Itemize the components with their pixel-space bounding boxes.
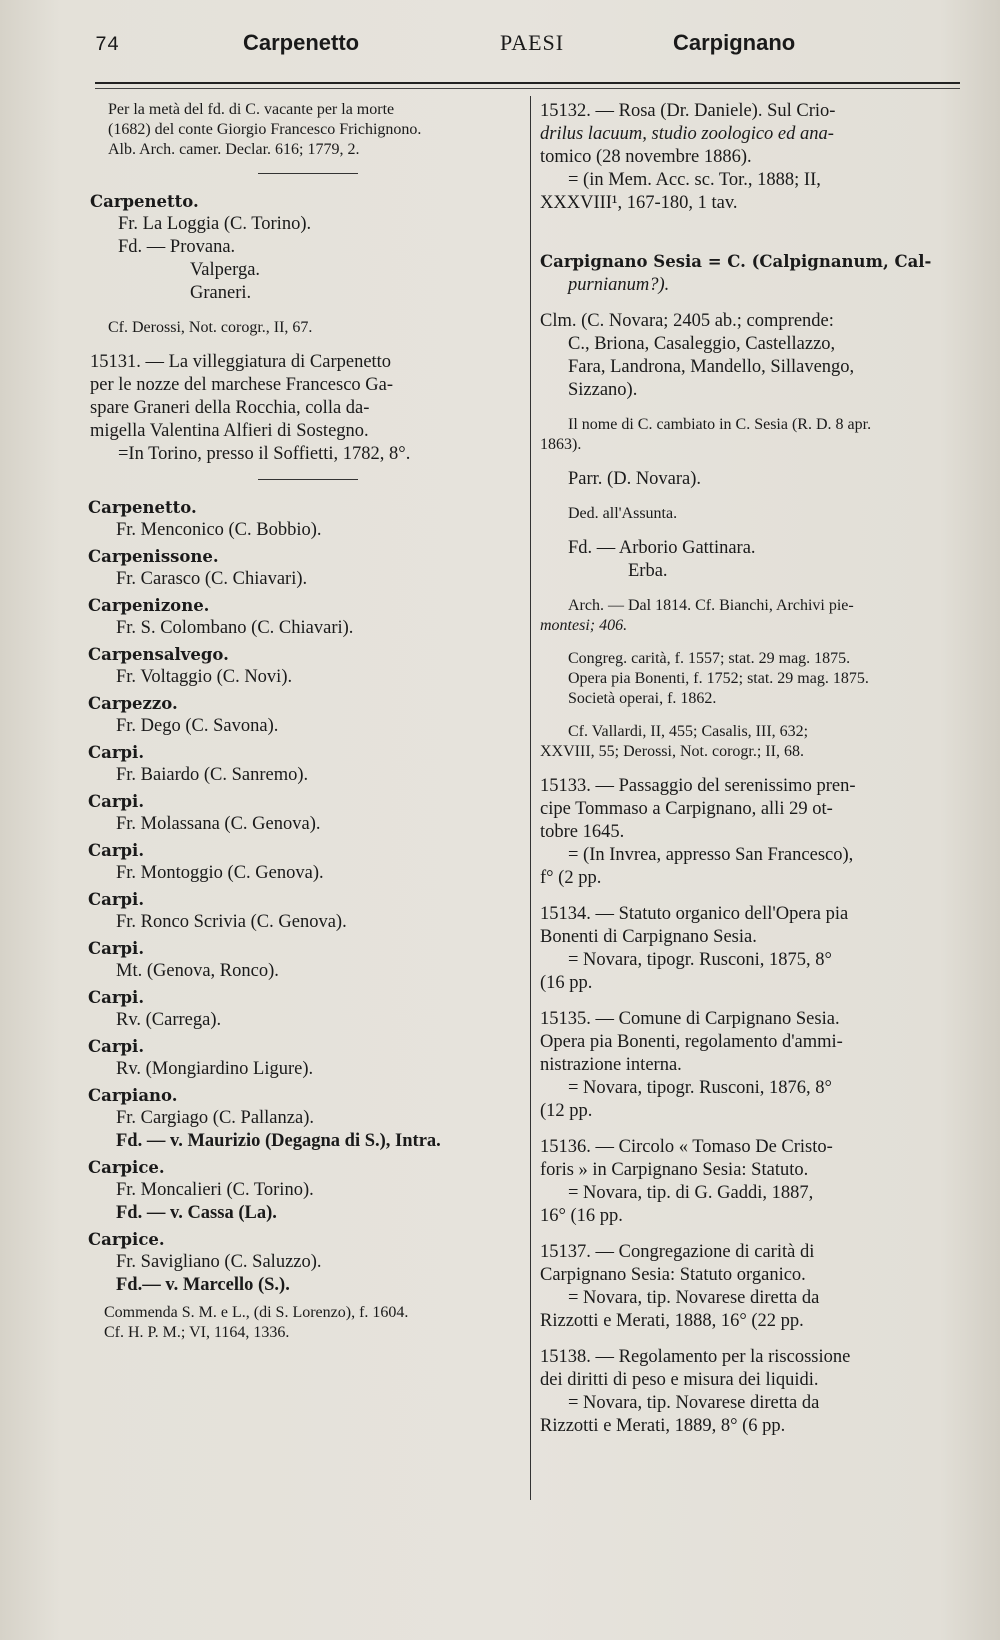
entry-carpignano-sesia bbox=[540, 250, 970, 297]
text-line: Fr. Baiardo (C. Sanremo). bbox=[116, 765, 309, 785]
text-line: foris » in Carpignano Sesia: Statuto. bbox=[540, 1160, 809, 1180]
text-line: 15131. — La villeggiatura di Carpenetto bbox=[90, 352, 392, 372]
text-line: (1682) del conte Giorgio Francesco Frichignono. bbox=[108, 121, 422, 138]
list-item bbox=[88, 545, 518, 591]
text-line: spare Graneri della Rocchia, colla da- bbox=[90, 398, 370, 418]
entry-heading: Carpiano. bbox=[88, 1086, 178, 1105]
text-line: montesi; 406. bbox=[540, 617, 628, 634]
spacer bbox=[540, 228, 970, 250]
text-line: Fr. Voltaggio (C. Novi). bbox=[116, 667, 293, 687]
text-line: Fr. Savigliano (C. Saluzzo). bbox=[116, 1252, 322, 1272]
text-line: Rv. (Carrega). bbox=[116, 1010, 222, 1030]
text-line: = (in Mem. Acc. sc. Tor., 1888; II, bbox=[568, 170, 821, 190]
arch-note bbox=[540, 596, 970, 636]
text-line: tomico (28 novembre 1886). bbox=[540, 147, 752, 167]
text-line: XXVIII, 55; Derossi, Not. corogr.; II, 68. bbox=[540, 743, 804, 760]
text-line: C., Briona, Casaleggio, Castellazzo, bbox=[568, 334, 836, 354]
right-column bbox=[530, 100, 970, 1451]
text-line: Sizzano). bbox=[568, 380, 638, 400]
text-line: Fr. Montoggio (C. Genova). bbox=[116, 863, 324, 883]
text-line: Il nome di C. cambiato in C. Sesia (R. D. 8 apr. bbox=[568, 416, 872, 433]
text-line: 15135. — Comune di Carpignano Sesia. bbox=[540, 1009, 840, 1029]
list-item bbox=[88, 692, 518, 738]
text-line: f° (2 pp. bbox=[540, 868, 602, 888]
entry-heading: Carpenetto. bbox=[90, 192, 199, 211]
text-line: Congreg. carità, f. 1557; stat. 29 mag. 1875. bbox=[568, 650, 851, 667]
text-line: 15133. — Passaggio del serenissimo pren- bbox=[540, 776, 856, 796]
entry-heading: Carpi. bbox=[88, 743, 145, 762]
text-line: Parr. (D. Novara). bbox=[568, 469, 702, 489]
text-line: =In Torino, presso il Soffietti, 1782, 8°. bbox=[118, 444, 411, 464]
list-item bbox=[88, 496, 518, 542]
entry-heading: Carpi. bbox=[88, 792, 145, 811]
text-line: migella Valentina Alfieri di Sostegno. bbox=[90, 421, 369, 441]
text-line: Fd. — Provana. bbox=[118, 237, 236, 257]
text-line: Per la metà del fd. di C. vacante per la morte bbox=[108, 101, 395, 118]
entry-carpice bbox=[88, 1228, 518, 1297]
list-item bbox=[88, 741, 518, 787]
text-line: Clm. (C. Novara; 2405 ab.; comprende: bbox=[540, 311, 834, 331]
header-rule bbox=[95, 82, 960, 84]
entry-carpenetto bbox=[78, 190, 518, 305]
list-item bbox=[88, 790, 518, 836]
list-item bbox=[88, 643, 518, 689]
entry-heading: Carpezzo. bbox=[88, 694, 178, 713]
text-line: = Novara, tipogr. Rusconi, 1876, 8° bbox=[568, 1078, 832, 1098]
entry-heading: Carpenizone. bbox=[88, 596, 210, 615]
page-number: 74 bbox=[95, 34, 120, 57]
text-line: = Novara, tipogr. Rusconi, 1875, 8° bbox=[568, 950, 832, 970]
text-line: Fd. — Arborio Gattinara. bbox=[568, 538, 756, 558]
text-line: tobre 1645. bbox=[540, 822, 625, 842]
text-line: Fr. La Loggia (C. Torino). bbox=[118, 214, 312, 234]
text-line: Arch. — Dal 1814. Cf. Bianchi, Archivi pie- bbox=[568, 597, 854, 614]
name-change-note bbox=[540, 415, 970, 455]
text-line: Fd. — v. Maurizio (Degagna di S.), Intra. bbox=[116, 1131, 441, 1151]
text-line: per le nozze del marchese Francesco Ga- bbox=[90, 375, 394, 395]
running-head-right: Carpignano bbox=[673, 30, 796, 55]
text-line: purnianum?). bbox=[568, 275, 670, 295]
text-line: Fd.— v. Marcello (S.). bbox=[116, 1275, 290, 1295]
text-line: Alb. Arch. camer. Declar. 616; 1779, 2. bbox=[108, 141, 360, 158]
text-line: 15138. — Regolamento per la riscossione bbox=[540, 1347, 851, 1367]
header-rule-thin bbox=[95, 88, 960, 89]
text-line: Opera pia Bonenti, regolamento d'ammi- bbox=[540, 1032, 843, 1052]
entry-heading: Carpi. bbox=[88, 1037, 145, 1056]
separator-rule bbox=[258, 173, 358, 174]
text-line: Fr. S. Colombano (C. Chiavari). bbox=[116, 618, 354, 638]
text-line: 16° (16 pp. bbox=[540, 1206, 623, 1226]
list-item bbox=[88, 839, 518, 885]
fd-block bbox=[540, 537, 970, 583]
text-line: XXXVIII¹, 167-180, 1 tav. bbox=[540, 193, 738, 213]
parr-line bbox=[540, 468, 970, 491]
entry-15136 bbox=[540, 1136, 970, 1228]
text-line: Cf. Vallardi, II, 455; Casalis, III, 632; bbox=[568, 723, 809, 740]
text-line: = Novara, tip. Novarese diretta da bbox=[568, 1288, 820, 1308]
list-item bbox=[88, 986, 518, 1032]
entry-heading: Carpi. bbox=[88, 841, 145, 860]
text-line: Fara, Landrona, Mandello, Sillavengo, bbox=[568, 357, 855, 377]
entry-heading: Carpensalvego. bbox=[88, 645, 229, 664]
ded-line bbox=[540, 504, 970, 524]
cf-note bbox=[540, 722, 970, 762]
entry-15132 bbox=[540, 100, 970, 215]
text-line: 15132. — Rosa (Dr. Daniele). Sul Crio- bbox=[540, 101, 836, 121]
running-head-left: Carpenetto bbox=[243, 30, 360, 55]
text-line bbox=[540, 250, 970, 274]
text-line: 15137. — Congregazione di carità di bbox=[540, 1242, 815, 1262]
clm-block bbox=[540, 310, 970, 402]
text-line: = (In Invrea, appresso San Francesco), bbox=[568, 845, 854, 865]
text-line: Fr. Carasco (C. Chiavari). bbox=[116, 569, 308, 589]
running-head-center: PAESI bbox=[500, 30, 565, 55]
text-line: Fr. Dego (C. Savona). bbox=[116, 716, 279, 736]
entry-cf bbox=[78, 318, 518, 338]
text-line: Mt. (Genova, Ronco). bbox=[116, 961, 279, 981]
text-line: Fr. Ronco Scrivia (C. Genova). bbox=[116, 912, 347, 932]
text-line: 1863). bbox=[540, 436, 582, 453]
entry-heading: Carpignano Sesia = C. (Calpignanum, Cal- bbox=[540, 252, 932, 271]
text-line: Fd. — v. Cassa (La). bbox=[116, 1203, 277, 1223]
text-line: Società operai, f. 1862. bbox=[568, 690, 717, 707]
text-line: = Novara, tip. Novarese diretta da bbox=[568, 1393, 820, 1413]
entry-carpiano bbox=[88, 1084, 518, 1153]
text-line: Ded. all'Assunta. bbox=[568, 505, 678, 522]
text-line: drilus lacuum, studio zoologico ed ana- bbox=[540, 124, 834, 144]
text-line: Rizzotti e Merati, 1889, 8° (6 pp. bbox=[540, 1416, 786, 1436]
text-line: Fr. Molassana (C. Genova). bbox=[116, 814, 321, 834]
text-line: 15136. — Circolo « Tomaso De Cristo- bbox=[540, 1137, 833, 1157]
text-line: Commenda S. M. e L., (di S. Lorenzo), f. 1604. bbox=[104, 1304, 409, 1321]
list-item bbox=[88, 1035, 518, 1081]
entry-15138 bbox=[540, 1346, 970, 1438]
list-item bbox=[88, 937, 518, 983]
text-line: Carpignano Sesia: Statuto organico. bbox=[540, 1265, 806, 1285]
entry-carpice bbox=[88, 1156, 518, 1225]
commenda-note bbox=[88, 1303, 518, 1343]
text-line: dei diritti di peso e misura dei liquidi. bbox=[540, 1370, 819, 1390]
intro-paragraph bbox=[78, 100, 518, 160]
text-line: Cf. H. P. M.; VI, 1164, 1336. bbox=[104, 1324, 290, 1341]
text-line: Bonenti di Carpignano Sesia. bbox=[540, 927, 757, 947]
text-line: Fr. Menconico (C. Bobbio). bbox=[116, 520, 322, 540]
entry-15133 bbox=[540, 775, 970, 890]
text-line: Rv. (Mongiardino Ligure). bbox=[116, 1059, 314, 1079]
entry-15135 bbox=[540, 1008, 970, 1123]
text-line: (16 pp. bbox=[540, 973, 593, 993]
text-line: Rizzotti e Merati, 1888, 16° (22 pp. bbox=[540, 1311, 804, 1331]
text-line: Opera pia Bonenti, f. 1752; stat. 29 mag. 1875. bbox=[568, 670, 869, 687]
text-line: nistrazione interna. bbox=[540, 1055, 682, 1075]
institutions-block bbox=[540, 649, 970, 709]
text-line: Valperga. bbox=[190, 260, 261, 280]
entry-heading: Carpenetto. bbox=[88, 498, 197, 517]
entry-15134 bbox=[540, 903, 970, 995]
text-line: Graneri. bbox=[190, 283, 252, 303]
text-line: Fr. Moncalieri (C. Torino). bbox=[116, 1180, 314, 1200]
text-line: Fr. Cargiago (C. Pallanza). bbox=[116, 1108, 314, 1128]
text-line: cipe Tommaso a Carpignano, alli 29 ot- bbox=[540, 799, 833, 819]
text-line: Erba. bbox=[628, 561, 668, 581]
page-header bbox=[95, 30, 965, 70]
entry-heading: Carpice. bbox=[88, 1158, 165, 1177]
text-line: = Novara, tip. di G. Gaddi, 1887, bbox=[568, 1183, 814, 1203]
left-column bbox=[78, 100, 518, 1356]
text-line: Cf. Derossi, Not. corogr., II, 67. bbox=[108, 319, 313, 336]
entry-heading: Carpi. bbox=[88, 939, 145, 958]
entry-heading: Carpice. bbox=[88, 1230, 165, 1249]
entry-15131 bbox=[78, 351, 518, 466]
entry-15137 bbox=[540, 1241, 970, 1333]
separator-rule bbox=[258, 479, 358, 480]
entry-heading: Carpenissone. bbox=[88, 547, 219, 566]
place-list bbox=[78, 496, 518, 1343]
text-line: (12 pp. bbox=[540, 1101, 593, 1121]
list-item bbox=[88, 594, 518, 640]
text-line: 15134. — Statuto organico dell'Opera pia bbox=[540, 904, 849, 924]
entry-heading: Carpi. bbox=[88, 890, 145, 909]
list-item bbox=[88, 888, 518, 934]
entry-heading: Carpi. bbox=[88, 988, 145, 1007]
